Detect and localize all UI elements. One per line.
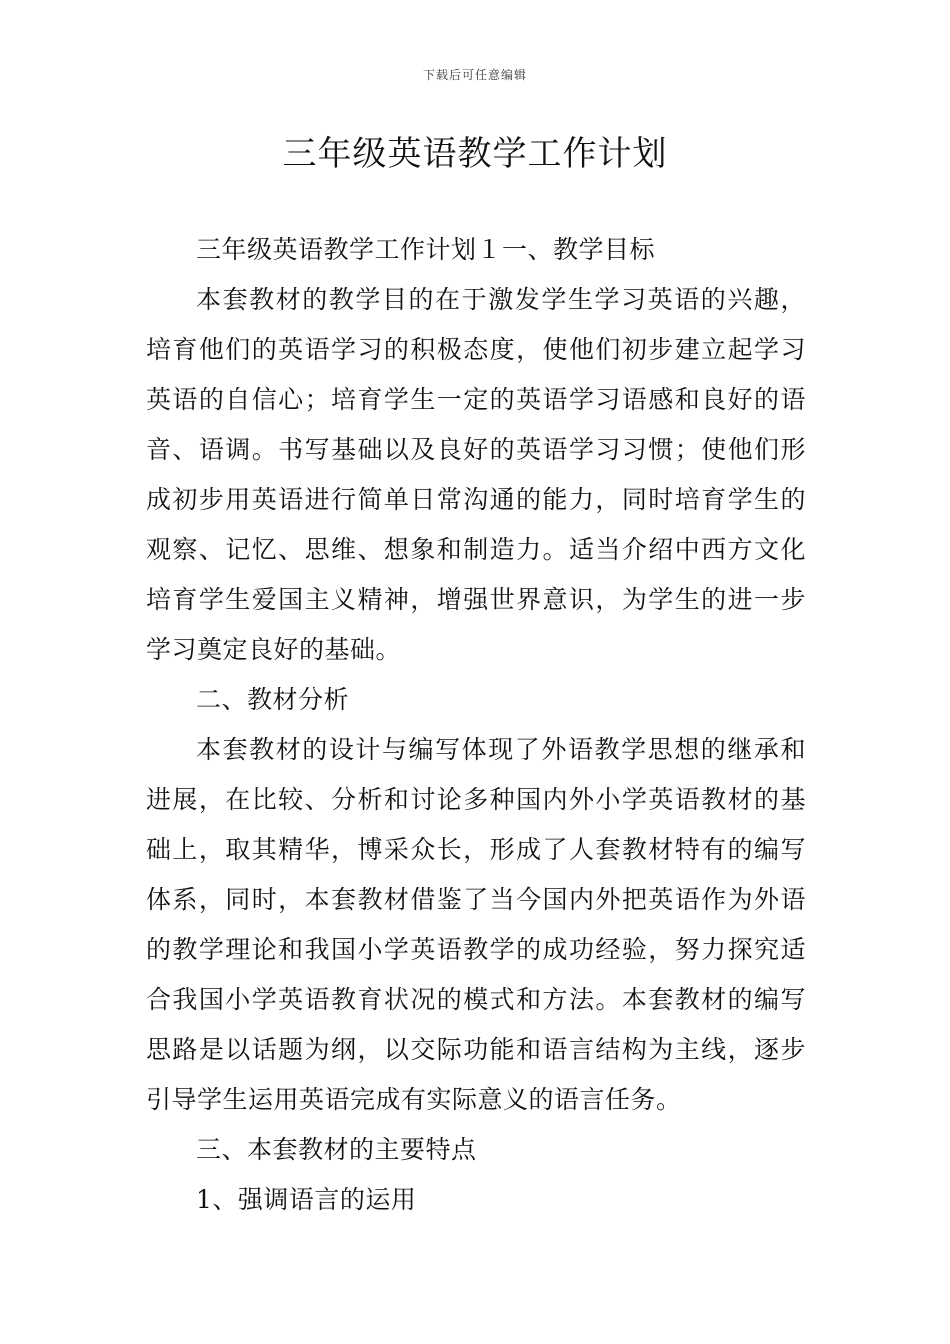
paragraph-intro-heading: 三年级英语教学工作计划１一、教学目标 — [196, 235, 656, 264]
document-title: 三年级英语教学工作计划 — [282, 134, 668, 174]
subheading-language-use: 1、强调语言的运用 — [196, 1185, 417, 1214]
paragraph-teaching-goals: 本套教材的教学目的在于激发学生学习英语的兴趣，培育他们的英语学习的积极态度，使他们初步建立起学习英语的自信心；培育学生一定的英语学习语感和良好的语音、语调。书写基础以及良好的英语学习习惯；使他们形成初步用英语进行简单日常沟通的能力，同时培育学生的观察、记忆、思维、想象和制造力。适当介绍中西方文化培育学生爱国主义精神，增强世界意识，为学生的进一步学习奠定良好的基础。 — [146, 285, 806, 664]
section-heading-textbook-analysis: 二、教材分析 — [196, 685, 350, 714]
document-body — [146, 225, 806, 1225]
header-note: 下载后可任意编辑 — [422, 68, 527, 82]
section-heading-main-features: 三、本套教材的主要特点 — [196, 1135, 477, 1164]
paragraph-textbook-analysis: 本套教材的设计与编写体现了外语教学思想的继承和进展，在比较、分析和讨论多种国内外小学英语教材的基础上，取其精华，博采众长，形成了人套教材特有的编写体系，同时，本套教材借鉴了当今国内外把英语作为外语的教学理论和我国小学英语教学的成功经验，努力探究适合我国小学英语教育状况的模式和方法。本套教材的编写思路是以话题为纲，以交际功能和语言结构为主线，逐步引导学生运用英语完成有实际意义的语言任务。 — [146, 735, 806, 1114]
